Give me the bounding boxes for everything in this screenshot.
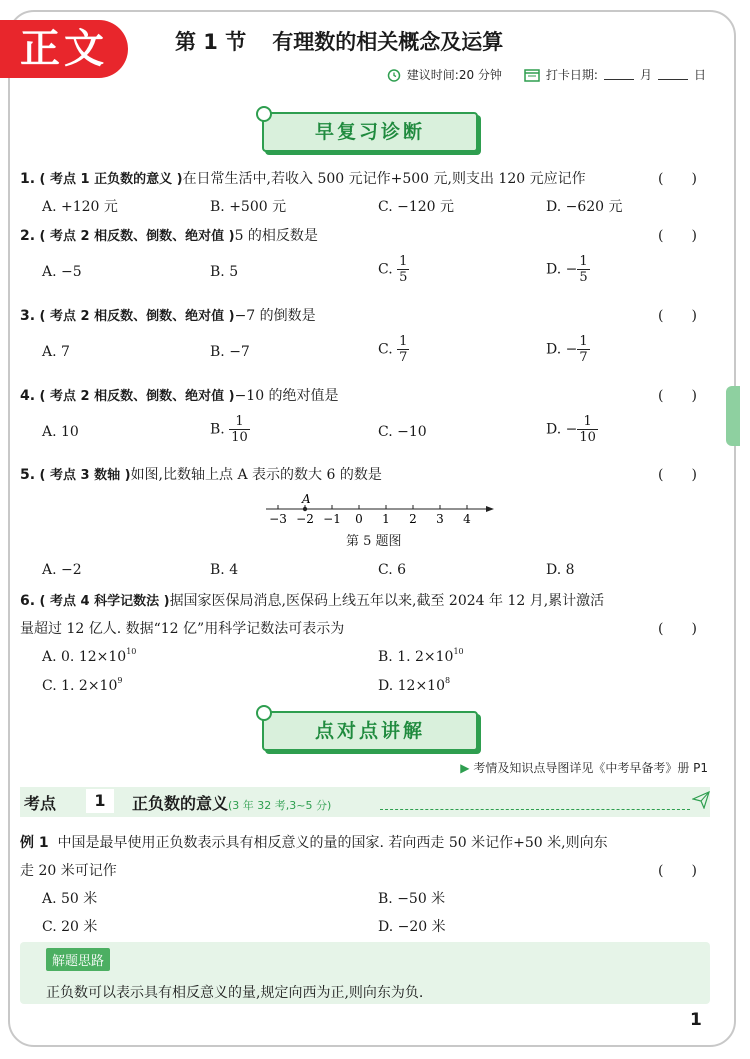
exponent: 10 (126, 647, 137, 656)
option-d (378, 676, 450, 694)
paper-plane-icon (692, 791, 710, 809)
number-line-tick-label: 1 (382, 512, 390, 526)
option-text: D. 12×10 (378, 678, 445, 694)
answer-paren: ( ) (658, 171, 697, 187)
fraction (577, 254, 589, 285)
side-tab (726, 386, 740, 446)
denominator: 7 (579, 350, 588, 365)
option-b: B. 5 (210, 264, 239, 280)
option-letter: D. − (546, 341, 578, 358)
question-text: −10 的绝对值是 (234, 388, 339, 404)
suggested-time: 建议时间:20 分钟 (406, 68, 502, 82)
option-b (210, 414, 250, 445)
kaodian-title (132, 791, 331, 814)
section-number: 第 1 节 (175, 30, 247, 54)
point-a-marker (303, 507, 307, 511)
option-b: B. −7 (210, 344, 250, 360)
answer-paren: ( ) (658, 308, 697, 324)
question-1 (20, 168, 586, 188)
number-line-tick-label: 0 (355, 512, 363, 526)
option-a: A. 10 (42, 424, 79, 440)
option-b (378, 647, 464, 665)
example-text: 中国是最早使用正负数表示具有相反意义的量的国家. 若向西走 50 米记作+50 米,则向东 (57, 835, 608, 851)
kaodian-label: 考点 (24, 794, 57, 813)
reference-note (460, 759, 708, 776)
option-a: A. −5 (42, 264, 82, 280)
option-d (546, 414, 598, 445)
option-text: B. 1. 2×10 (378, 649, 454, 665)
question-number: 3. (20, 308, 36, 324)
kaodian-name: 正负数的意义 (132, 794, 229, 813)
review-banner (262, 112, 478, 152)
numerator: 1 (399, 254, 408, 269)
numerator: 1 (579, 254, 588, 269)
meta-row (387, 66, 706, 83)
option-letter: C. (378, 261, 393, 278)
section-title: 有理数的相关概念及运算 (272, 30, 504, 54)
option-d: D. −620 元 (546, 199, 623, 215)
option-c: C. 6 (378, 562, 407, 578)
answer-paren: ( ) (658, 467, 697, 483)
question-text: 在日常生活中,若收入 500 元记作+500 元,则支出 120 元应记作 (182, 171, 586, 187)
numerator: 1 (579, 334, 588, 349)
denominator: 10 (231, 430, 248, 445)
option-c (378, 334, 409, 365)
fraction (577, 414, 598, 445)
knowledge-point: ( 考点 2 相反数、倒数、绝对值 ) (39, 389, 235, 404)
question-2 (20, 225, 318, 245)
question-6 (20, 590, 604, 610)
option-d (546, 334, 590, 365)
figure-caption: 第 5 题图 (346, 534, 402, 549)
answer-paren: ( ) (658, 863, 697, 879)
question-5 (20, 464, 382, 484)
denominator: 5 (579, 270, 588, 285)
knowledge-point: ( 考点 2 相反数、倒数、绝对值 ) (39, 309, 235, 324)
question-number: 1. (20, 171, 36, 187)
denominator: 7 (399, 350, 408, 365)
question-number: 2. (20, 228, 36, 244)
answer-paren: ( ) (658, 388, 697, 404)
question-text: 据国家医保局消息,医保码上线五年以来,截至 2024 年 12 月,累计激活 (169, 593, 605, 609)
option-b: B. 4 (210, 562, 239, 578)
option-c (42, 676, 122, 694)
example-label: 例 1 (20, 835, 49, 851)
number-line-tick-label: −1 (323, 512, 341, 526)
explain-banner-text: 点对点讲解 (314, 720, 425, 742)
fraction (397, 334, 409, 365)
option-text: A. 0. 12×10 (42, 649, 127, 665)
checkin-date-label: 打卡日期: (545, 68, 598, 82)
fraction (577, 334, 589, 365)
knowledge-point: ( 考点 4 科学记数法 ) (39, 594, 170, 609)
solution-thinking-label: 解题思路 (46, 948, 110, 971)
answer-paren: ( ) (658, 621, 697, 637)
option-a: A. −2 (42, 562, 82, 578)
number-line-tick-label: 4 (463, 512, 471, 526)
question-number: 4. (20, 388, 36, 404)
day-label: 日 (693, 68, 706, 82)
question-6-line-2: 量超过 12 亿人. 数据“12 亿”用科学记数法可表示为 (20, 621, 345, 637)
denominator: 10 (579, 430, 596, 445)
knowledge-point: ( 考点 2 相反数、倒数、绝对值 ) (39, 229, 235, 244)
option-letter: D. − (546, 261, 578, 278)
option-text: C. 1. 2×10 (42, 678, 118, 694)
number-line-tick-label: −2 (296, 512, 314, 526)
number-line-tick-label: −3 (269, 512, 287, 526)
solution-thinking-text: 正负数可以表示具有相反意义的量,规定向西为正,则向东为负. (46, 985, 424, 1001)
reference-text: 考情及知识点导图详见《中考早备考》册 P1 (473, 761, 708, 775)
answer-paren: ( ) (658, 228, 697, 244)
section-tag: 正文 (0, 20, 128, 78)
question-number: 6. (20, 593, 36, 609)
option-d (546, 254, 590, 285)
explain-banner (262, 711, 478, 751)
kaodian-bar (20, 787, 710, 817)
option-d: D. −20 米 (378, 919, 446, 935)
option-c: C. 20 米 (42, 919, 98, 935)
clock-icon (387, 68, 401, 82)
denominator: 5 (399, 270, 408, 285)
option-a (42, 647, 136, 665)
calendar-icon (524, 68, 540, 82)
page-number: 1 (690, 1010, 702, 1030)
example-1-line-2: 走 20 米可记作 (20, 863, 117, 879)
question-4 (20, 385, 339, 405)
kaodian-stats: (3 年 32 考,3~5 分) (228, 799, 332, 812)
exponent: 9 (117, 676, 123, 685)
option-c: C. −120 元 (378, 199, 455, 215)
number-line-tick-label: 2 (409, 512, 417, 526)
point-a-label: A (302, 492, 311, 506)
option-letter: C. (378, 341, 393, 358)
question-text: 如图,比数轴上点 A 表示的数大 6 的数是 (130, 467, 382, 483)
knowledge-point: ( 考点 3 数轴 ) (39, 468, 131, 483)
question-number: 5. (20, 467, 36, 483)
example-1 (20, 832, 608, 852)
option-letter: B. (210, 421, 225, 438)
kaodian-number: 1 (86, 789, 114, 813)
exponent: 10 (453, 647, 464, 656)
option-a: A. 50 米 (42, 891, 98, 907)
option-b: B. +500 元 (210, 199, 287, 215)
option-d: D. 8 (546, 562, 575, 578)
option-b: B. −50 米 (378, 891, 446, 907)
numerator: 1 (577, 414, 598, 430)
number-line (258, 490, 498, 530)
option-letter: D. − (546, 421, 578, 438)
number-line-ticks (269, 505, 471, 526)
option-c (378, 254, 409, 285)
knowledge-point: ( 考点 1 正负数的意义 ) (39, 172, 183, 187)
fraction (229, 414, 250, 445)
numerator: 1 (229, 414, 250, 430)
number-line-tick-label: 3 (436, 512, 444, 526)
question-text: 5 的相反数是 (234, 228, 318, 244)
solution-thinking-box (20, 942, 710, 1004)
fraction (397, 254, 409, 285)
option-c: C. −10 (378, 424, 427, 440)
play-icon: ▶ (460, 761, 470, 775)
month-label: 月 (639, 68, 652, 82)
question-text: −7 的倒数是 (234, 308, 316, 324)
option-a: A. 7 (42, 344, 70, 360)
review-banner-text: 早复习诊断 (314, 121, 425, 143)
option-a: A. +120 元 (42, 199, 118, 215)
page-title (175, 26, 503, 56)
exponent: 8 (445, 676, 451, 685)
number-line-arrow (486, 506, 494, 512)
question-3 (20, 305, 316, 325)
numerator: 1 (399, 334, 408, 349)
